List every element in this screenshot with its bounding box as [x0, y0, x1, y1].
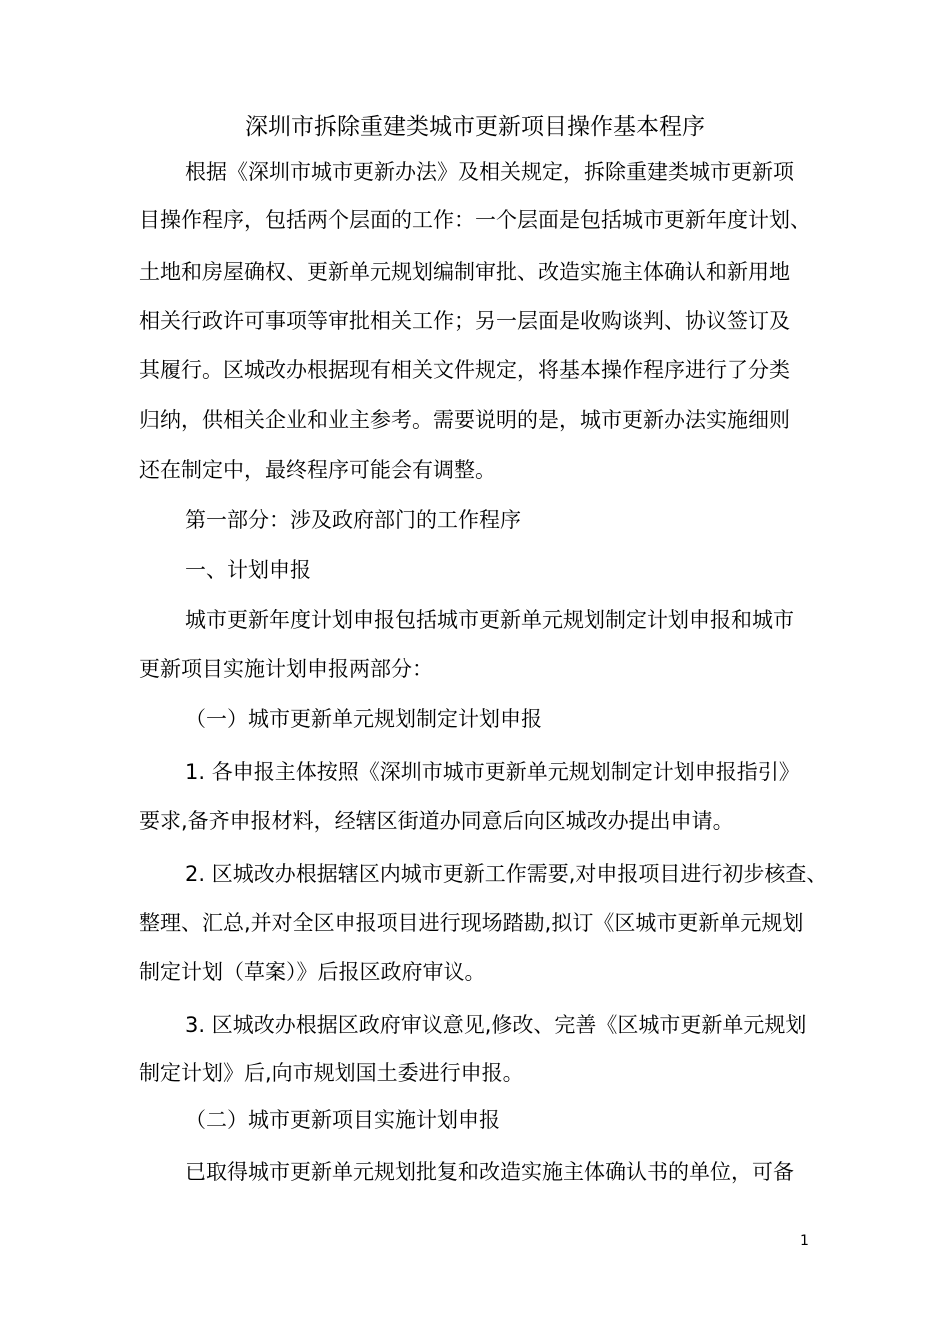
paragraph-line: 更新项目实施计划申报两部分： [139, 657, 433, 681]
paragraph-line: 相关行政许可事项等审批相关工作；另一层面是收购谈判、协议签订及 [139, 309, 790, 333]
paragraph-line: 土地和房屋确权、更新单元规划编制审批、改造实施主体确认和新用地 [139, 260, 790, 284]
paragraph-line: 目操作程序，包括两个层面的工作：一个层面是包括城市更新年度计划、 [139, 208, 811, 232]
list-item-line: 制定计划》后,向市规划国土委进行申报。 [139, 1061, 524, 1085]
section-heading: 第一部分：涉及政府部门的工作程序 [185, 508, 521, 532]
subsection-heading: （一）城市更新单元规划制定计划申报 [185, 707, 542, 731]
list-item-line: 3. 区城改办根据区政府审议意见,修改、完善《区城市更新单元规划 [185, 1013, 807, 1037]
list-item-line: 整理、汇总,并对全区申报项目进行现场踏勘,拟订《区城市更新单元规划 [139, 911, 804, 935]
list-item-line: 制定计划（草案）》后报区政府审议。 [139, 960, 486, 984]
paragraph-line: 其履行。区城改办根据现有相关文件规定，将基本操作程序进行了分类 [139, 358, 790, 382]
page-number: 1 [800, 1233, 809, 1249]
paragraph-line: 还在制定中，最终程序可能会有调整。 [139, 458, 496, 482]
document-title: 深圳市拆除重建类城市更新项目操作基本程序 [245, 114, 705, 140]
list-item-line: 要求,备齐申报材料，经辖区街道办同意后向区城改办提出申请。 [139, 809, 734, 833]
paragraph-line: 已取得城市更新单元规划批复和改造实施主体确认书的单位，可备 [185, 1160, 794, 1184]
paragraph-line: 归纳，供相关企业和业主参考。需要说明的是，城市更新办法实施细则 [139, 408, 790, 432]
subsection-heading: （二）城市更新项目实施计划申报 [185, 1108, 500, 1132]
paragraph-line: 城市更新年度计划申报包括城市更新单元规划制定计划申报和城市 [185, 608, 794, 632]
list-item-line: 2. 区城改办根据辖区内城市更新工作需要,对申报项目进行初步核查、 [185, 862, 828, 886]
section-heading: 一、计划申报 [185, 558, 311, 582]
list-item-line: 1. 各申报主体按照《深圳市城市更新单元规划制定计划申报指引》 [185, 760, 800, 784]
paragraph-line: 根据《深圳市城市更新办法》及相关规定，拆除重建类城市更新项 [185, 160, 794, 184]
